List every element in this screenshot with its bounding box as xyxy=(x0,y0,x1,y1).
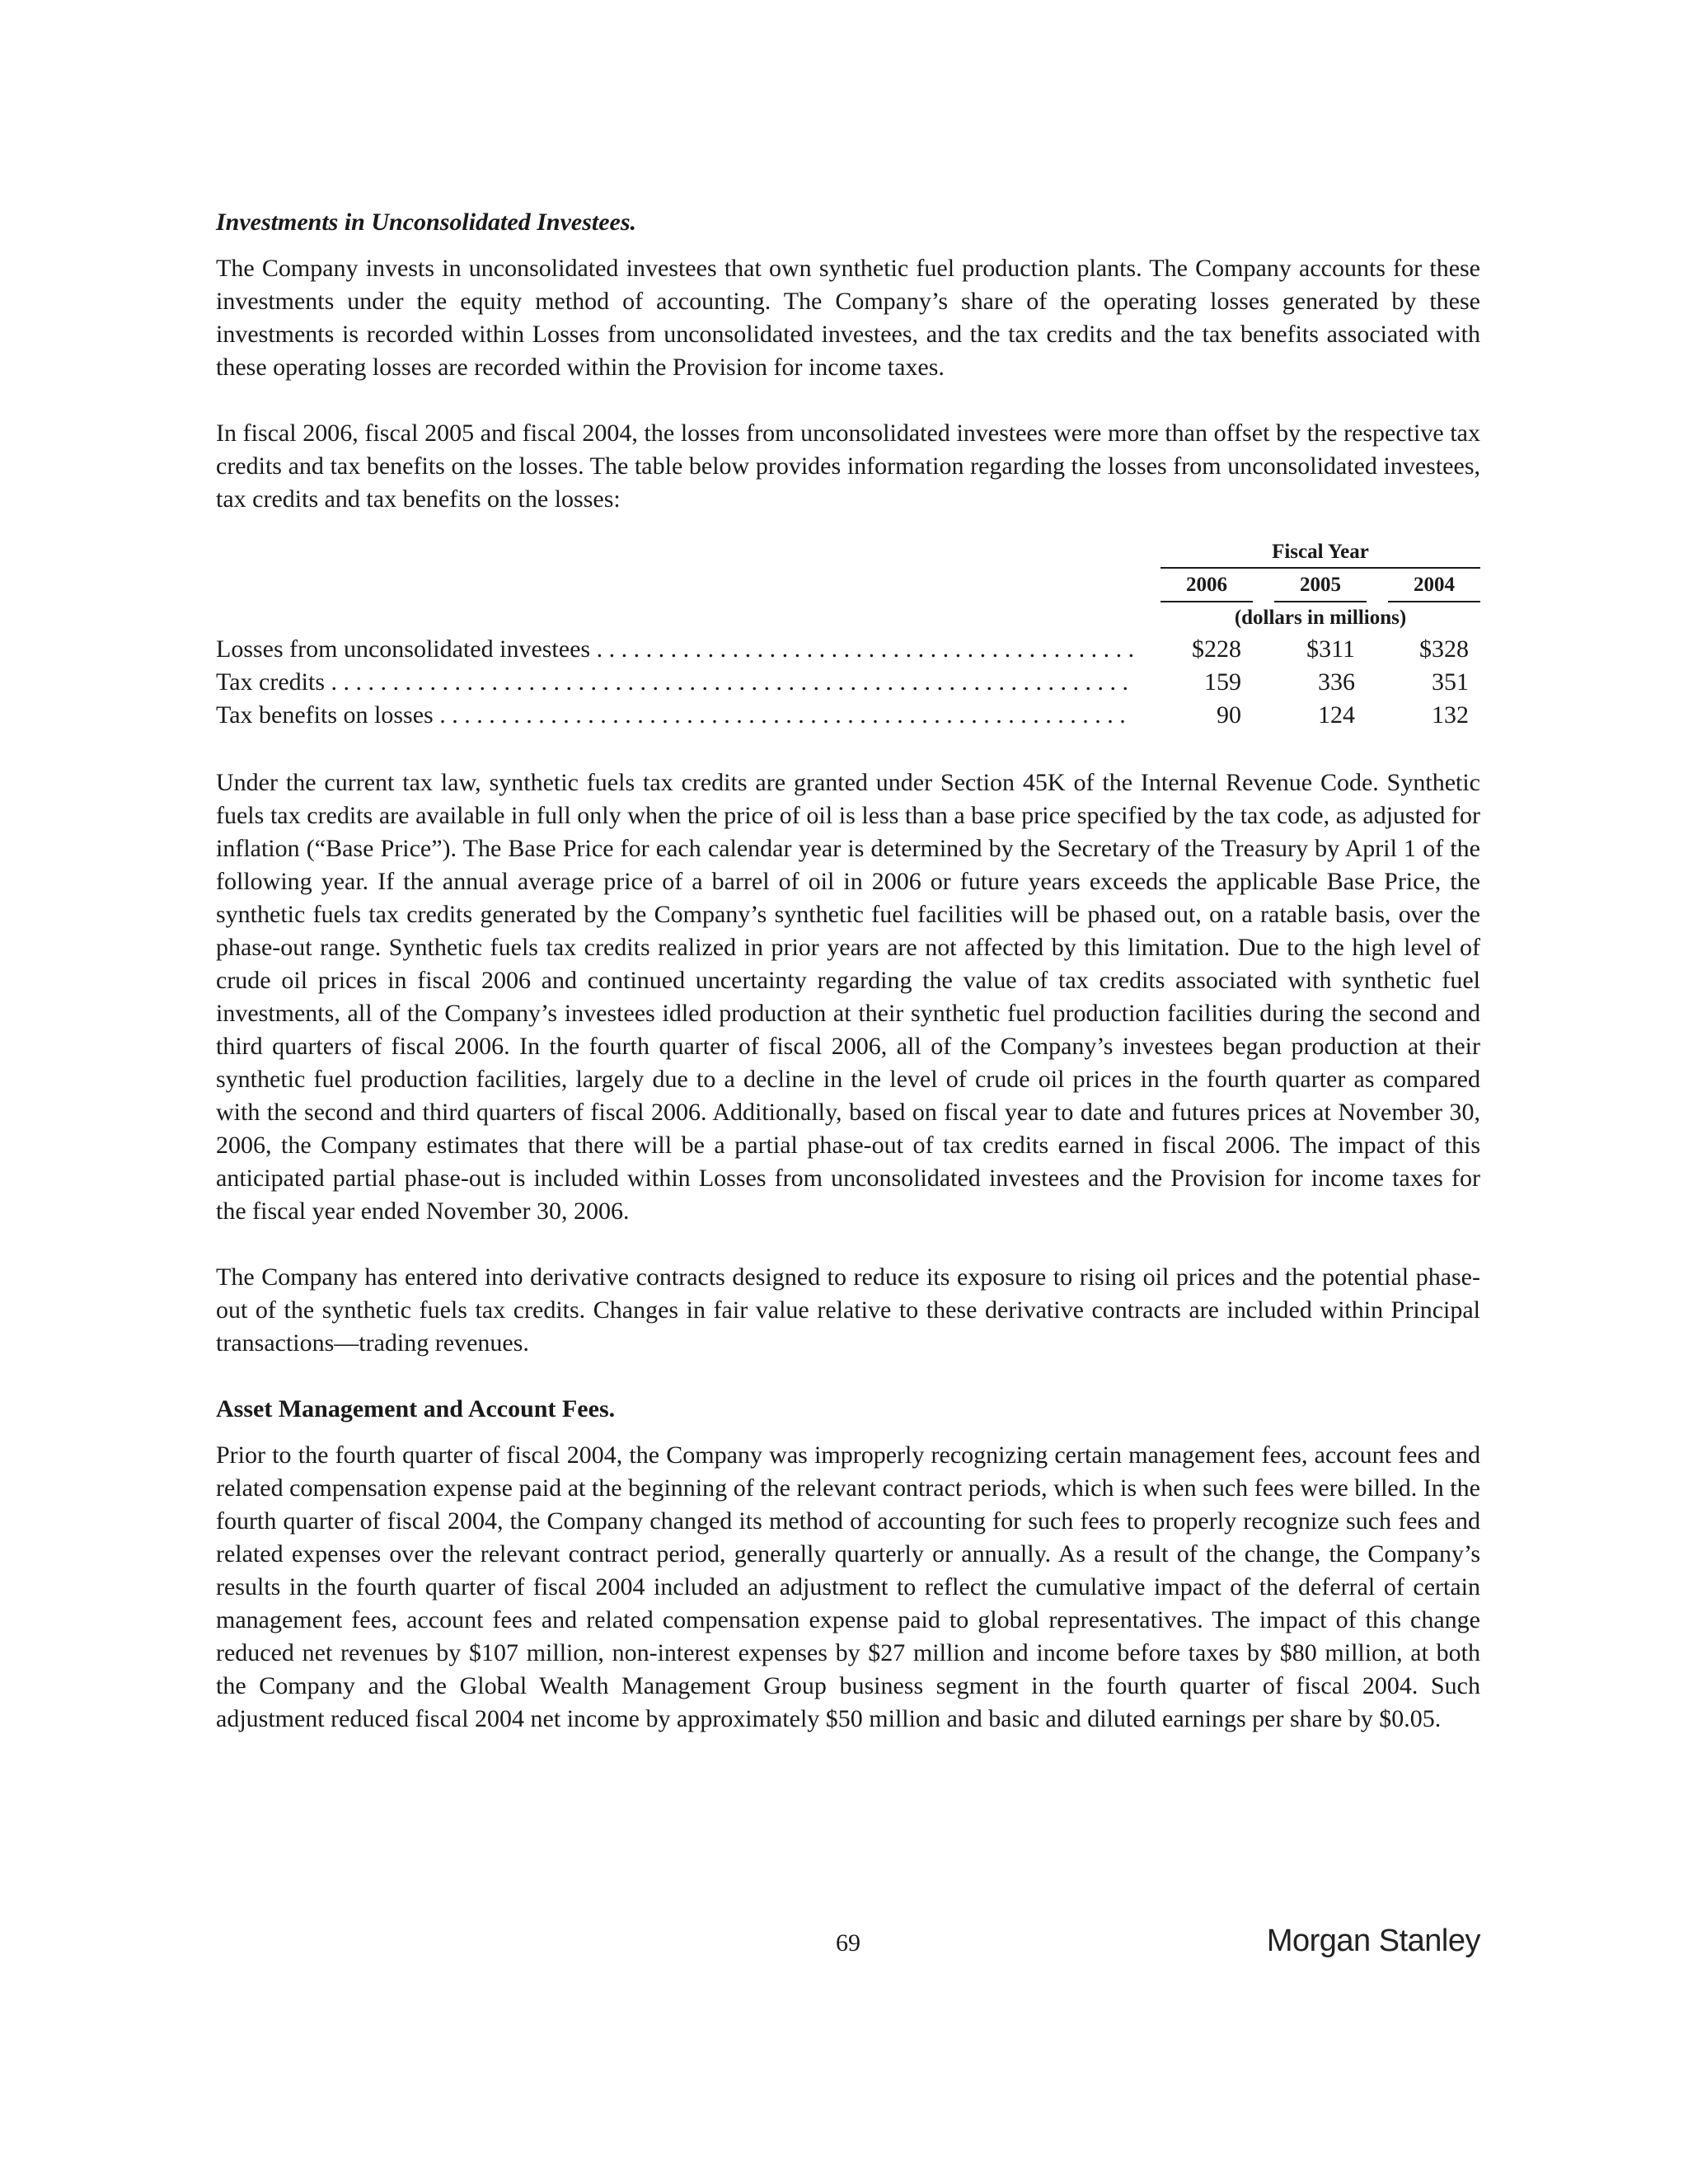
page-footer xyxy=(216,1920,1480,1961)
table-column-rule xyxy=(1274,601,1367,602)
table-header-fiscal-year: Fiscal Year xyxy=(1272,541,1369,563)
table-cell: 351 xyxy=(1432,668,1469,696)
section-heading-investments: Investments in Unconsolidated Investees. xyxy=(216,209,637,236)
section-heading-asset-management: Asset Management and Account Fees. xyxy=(216,1395,616,1422)
table-row xyxy=(216,666,1480,699)
table-cell: 132 xyxy=(1432,701,1469,729)
table-cell: 124 xyxy=(1318,701,1355,729)
paragraph-section-45k: Under the current tax law, synthetic fuels tax credits are granted under Section 45K of the Internal Revenue Code. Synthetic fuels tax credits are available in full only when the price of oil is less than a base price specified by the tax code, as adjusted for inflation (“Base Price”). The Base Price for each calendar year is determined by the Secretary of the Treasury by April 1 of the following year. If the annual average price of a barrel of oil in 2006 or future years exceeds the applicable Base Price, the synthetic fuels tax credits generated by the Company’s synthetic fuel facilities will be phased out, on a ratable basis, over the phase-out range. Synthetic fuels tax credits realized in prior years are not affected by this limitation. Due to the high level of crude oil prices in fiscal 2006 and continued uncertainty regarding the value of tax credits associated with synthetic fuel investments, all of the Company’s investees idled production at their synthetic fuel production facilities during the second and third quarters of fiscal 2006. In the fourth quarter of fiscal 2006, all of the Company’s investees began production at their synthetic fuel production facilities, largely due to a decline in the level of crude oil prices in the fourth quarter as compared with the second and third quarters of fiscal 2006. Additionally, based on fiscal year to date and futures prices at November 30, 2006, the Company estimates that there will be a partial phase-out of tax credits earned in fiscal 2006. The impact of this anticipated partial phase-out is included within Losses from unconsolidated investees and the Provision for income taxes for the fiscal year ended November 30, 2006. xyxy=(216,769,1480,1225)
table-column-year-2004: 2004 xyxy=(1414,574,1455,596)
paragraph-fee-recognition: Prior to the fourth quarter of fiscal 2004, the Company was improperly recognizing certain management fees, account fees and related compensation expense paid at the beginning of the relevant contract periods, which is when such fees were billed. In the fourth quarter of fiscal 2004, the Company changed its method of accounting for such fees to properly recognize such fees and related expenses over the relevant contract period, generally quarterly or annually. As a result of the change, the Company’s results in the fourth quarter of fiscal 2004 included an adjustment to reflect the cumulative impact of the deferral of certain management fees, account fees and related compensation expense paid to global representatives. The impact of this change reduced net revenues by $107 million, non-interest expenses by $27 million and income before taxes by $80 million, at both the Company and the Global Wealth Management Group business segment in the fourth quarter of fiscal 2004. Such adjustment reduced fiscal 2004 net income by approximately $50 million and basic and diluted earnings per share by $0.05. xyxy=(216,1441,1480,1732)
table-column-year-2006: 2006 xyxy=(1186,574,1227,596)
document-page xyxy=(216,206,1480,1736)
paragraph-derivative-contracts: The Company has entered into derivative contracts designed to reduce its exposure to rising oil prices and the potential phase-out of the synthetic fuels tax credits. Changes in fair value relative to these derivative contracts are included within Principal transactions—trading revenues. xyxy=(216,1263,1480,1357)
table-header-rule xyxy=(1160,567,1480,569)
table-row xyxy=(216,633,1480,666)
losses-tax-credits-table xyxy=(216,539,1480,733)
paragraph-equity-method: The Company invests in unconsolidated investees that own synthetic fuel production plants. The Company accounts for these investments under the equity method of accounting. The Company’s share of the operating losses generated by these investments is recorded within Losses from unconsolidated investees, and the tax credits and the tax benefits associated with these operating losses are recorded within the Provision for income taxes. xyxy=(216,255,1480,381)
table-column-year-2005: 2005 xyxy=(1300,574,1341,596)
table-cell: $311 xyxy=(1306,635,1355,663)
morgan-stanley-logo: Morgan Stanley xyxy=(1266,1924,1480,1958)
table-row-label: Tax credits . . . xyxy=(216,666,1132,699)
table-row-label: Tax benefits on losses . . . xyxy=(216,699,1132,732)
table-unit-note: (dollars in millions) xyxy=(1234,607,1407,629)
table-cell: 159 xyxy=(1204,668,1241,696)
table-cell: 90 xyxy=(1217,701,1241,729)
table-row-label: Losses from unconsolidated investees . . . xyxy=(216,633,1132,666)
table-cell: 336 xyxy=(1318,668,1355,696)
table-column-rule xyxy=(1388,601,1480,602)
page-number: 69 xyxy=(836,1929,860,1957)
paragraph-losses-offset: In fiscal 2006, fiscal 2005 and fiscal 2004, the losses from unconsolidated investees were more than offset by the respective tax credits and tax benefits on the losses. The table below provides information regarding the losses from unconsolidated investees, tax credits and tax benefits on the losses: xyxy=(216,419,1480,513)
table-row xyxy=(216,699,1480,732)
table-column-rule xyxy=(1160,601,1253,602)
table-cell: $328 xyxy=(1419,635,1469,663)
table-cell: $228 xyxy=(1192,635,1241,663)
